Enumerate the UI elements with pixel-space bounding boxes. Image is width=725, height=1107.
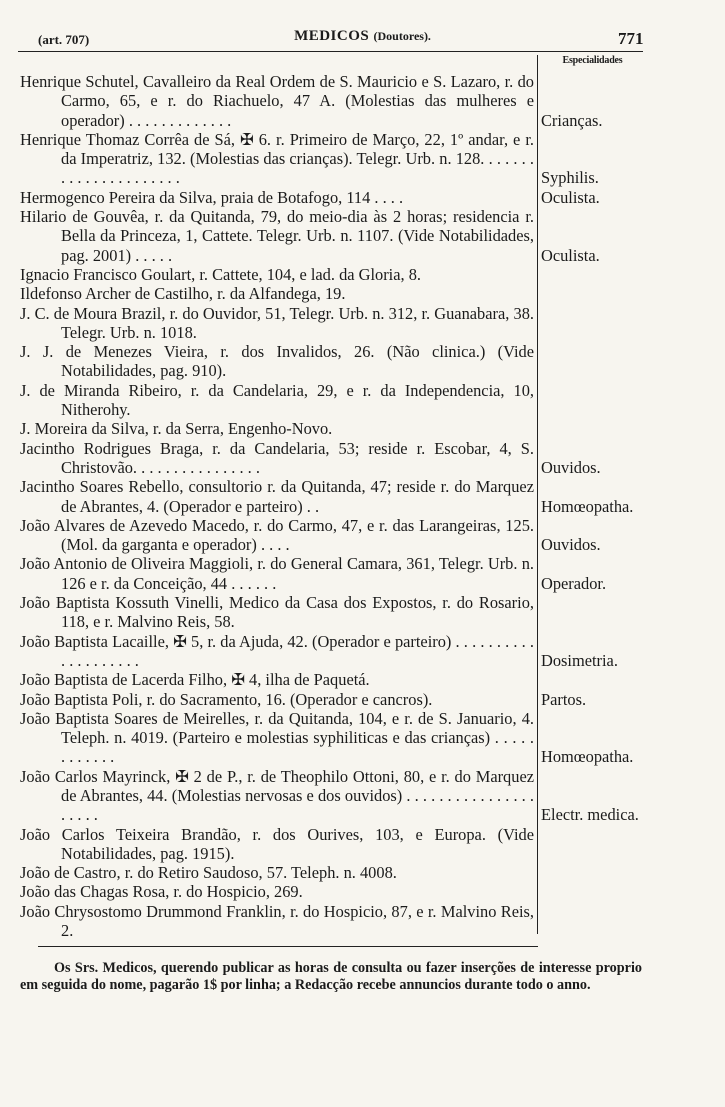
list-item — [20, 631, 618, 671]
entry-specialty: Electr. medica. — [541, 805, 639, 825]
footer-notice: Os Srs. Medicos, querendo publicar as horas de consulta ou fazer inserções de interesse proprio em seguida do nome, pagarão 1$ por linha; a Redacção recebe annuncios durante todo o anno. — [20, 960, 642, 993]
entry-text: João das Chagas Rosa, r. do Hospicio, 269. — [20, 882, 303, 902]
entry-text: João Baptista Poli, r. do Sacramento, 16. (Operador e cancros). — [20, 689, 433, 709]
entry-text: João Baptista Lacaille, ✠ 5, r. da Ajuda, 42. (Operador e parteiro) — [20, 631, 452, 651]
entry-specialty: Ouvidos. — [541, 457, 601, 477]
dot-leader: . . — [302, 496, 320, 516]
article-reference: (art. 707) — [38, 32, 90, 47]
physician-list — [20, 72, 639, 941]
entry-text: João de Castro, r. do Retiro Saudoso, 57. Teleph. n. 4008. — [20, 863, 397, 883]
dot-leader: . . . . . . . . . . . . . . . . . . . . . — [61, 149, 535, 188]
specialty-column-heading: Especialidades — [562, 55, 623, 66]
entry-text: João Baptista de Lacerda Filho, ✠ 4, ilha de Paquetá. — [20, 670, 370, 690]
list-item — [20, 207, 600, 265]
entry-text: João Carlos Teixeira Brandão, r. dos Ourives, 103, e Europa. (Vide Notabilidades, pag. 1915). — [20, 824, 534, 863]
list-item — [20, 670, 534, 689]
entry-text: Hermogenco Pereira da Silva, praia de Botafogo, 114 — [20, 187, 371, 207]
list-item — [20, 593, 534, 632]
entry-specialty: Syphilis. — [541, 168, 599, 188]
entry-text: J. C. de Moura Brazil, r. do Ouvidor, 51, Telegr. Urb. n. 312, r. Guanabara, 38. Telegr. Urb. n. 1018. — [20, 303, 534, 342]
list-item — [20, 554, 607, 593]
entry-text: Hilario de Gouvêa, r. da Quitanda, 79, do meio-dia às 2 horas; residencia r. Bella da Princeza, 1, Cattete. Telegr. Urb. n. 1107. (Vide Notabilidades, pag. 2001) — [20, 207, 534, 265]
dot-leader: . . . . . . . . . . . . . . . . . . . . . — [61, 785, 535, 825]
entry-text: Jacintho Soares Rebello, consultorio r. da Quitanda, 47; reside r. do Marquez de Abrantes, 4. (Operador e parteiro) — [20, 477, 534, 516]
dot-leader: . . . . . . . . . . . . . . . . . . . . — [61, 631, 534, 670]
entry-text: J. J. de Menezes Vieira, r. dos Invalidos, 26. (Não clinica.) (Vide Notabilidades, pag. 910). — [20, 342, 534, 381]
entry-text: João Baptista Kossuth Vinelli, Medico da Casa dos Expostos, r. do Rosario, 118, e r. Malvino Reis, 58. — [20, 593, 534, 632]
entry-text: João Baptista Soares de Meirelles, r. da Quitanda, 104, e r. de S. Januario, 4. Teleph. n. 4019. (Parteiro e molestias syphiliticas e das crianças) — [20, 708, 534, 748]
entry-specialty: Oculista. — [541, 187, 600, 207]
section-title-main: MEDICOS — [294, 28, 370, 44]
section-title-sub: (Doutores). — [373, 29, 431, 43]
section-title — [0, 28, 725, 45]
list-item — [20, 129, 599, 188]
entry-text: Ildefonso Archer de Castilho, r. da Alfandega, 19. — [20, 284, 346, 304]
entry-text: Henrique Schutel, Cavalleiro da Real Ordem de S. Mauricio e S. Lazaro, r. do Carmo, 65, e r. do Riachuelo, 47 A. (Molestias das mulheres e operador) — [20, 72, 534, 130]
page-header — [0, 28, 725, 50]
entry-specialty: Homœopatha. — [541, 747, 634, 767]
list-item — [20, 708, 634, 767]
entry-text: Ignacio Francisco Goulart, r. Cattete, 104, e lad. da Gloria, 8. — [20, 264, 421, 284]
dot-leader: . . . . — [370, 187, 404, 207]
list-item — [20, 477, 634, 516]
list-item — [20, 515, 601, 555]
entry-text: J. de Miranda Ribeiro, r. da Candelaria, 29, e r. da Independencia, 10, Nitherohy. — [20, 380, 534, 420]
dot-leader: . . . . — [256, 535, 290, 555]
list-item — [20, 187, 600, 207]
dot-leader: . . . . . — [131, 245, 173, 265]
list-item — [20, 284, 534, 303]
dot-leader: . . . . . . — [227, 573, 277, 593]
list-item — [20, 304, 534, 343]
dot-leader: . . . . . . . . . . . . . . . — [137, 457, 260, 477]
list-item — [20, 863, 534, 882]
list-item — [20, 882, 534, 901]
list-item — [20, 902, 534, 941]
list-item — [20, 265, 534, 284]
entry-text: Jacintho Rodrigues Braga, r. da Candelaria, 53; reside r. Escobar, 4, S. Christovão. — [20, 438, 534, 477]
entry-text: João Alvares de Azevedo Macedo, r. do Carmo, 47, e r. das Larangeiras, 125. (Mol. da garganta e operador) — [20, 515, 534, 555]
dot-leader: . . . . . . . . . . . . . — [124, 110, 232, 130]
list-item — [20, 825, 534, 864]
entry-specialty: Partos. — [541, 689, 587, 709]
entry-specialty: Operador. — [541, 573, 607, 593]
page-number: 771 — [618, 29, 644, 48]
entry-text: João Chrysostomo Drummond Franklin, r. do Hospicio, 87, e r. Malvino Reis, 2. — [20, 901, 534, 941]
column-divider — [537, 55, 538, 934]
entry-specialty: Homœopatha. — [541, 496, 634, 516]
entry-text: João Carlos Mayrinck, ✠ 2 de P., r. de Theophilo Ottoni, 80, e r. do Marquez de Abrantes, 44. (Molestias nervosas e dos ouvidos) — [20, 766, 534, 805]
entry-specialty: Ouvidos. — [541, 535, 601, 555]
list-item — [20, 381, 534, 420]
list-item — [20, 342, 534, 381]
entry-specialty: Oculista. — [541, 245, 600, 265]
entry-text: J. Moreira da Silva, r. da Serra, Engenho-Novo. — [20, 419, 333, 439]
entry-text: Henrique Thomaz Corrêa de Sá, ✠ 6. r. Primeiro de Março, 22, 1º andar, e r. da Imperatriz, 132. (Molestias das crianças). Telegr. Urb. n. 128. — [20, 129, 534, 169]
dot-leader: . . . . . . . . . . . . — [61, 728, 534, 767]
entry-specialty: Crianças. — [541, 110, 603, 130]
list-item — [20, 72, 603, 130]
footer-rule — [38, 946, 538, 947]
list-item — [20, 689, 587, 709]
list-item — [20, 419, 534, 438]
entry-text: João Antonio de Oliveira Maggioli, r. do General Camara, 361, Telegr. Urb. n. 126 e r. da Conceição, 44 — [20, 554, 534, 593]
list-item — [20, 766, 639, 825]
header-rule — [18, 51, 643, 52]
entry-specialty: Dosimetria. — [541, 650, 618, 670]
list-item — [20, 438, 601, 478]
